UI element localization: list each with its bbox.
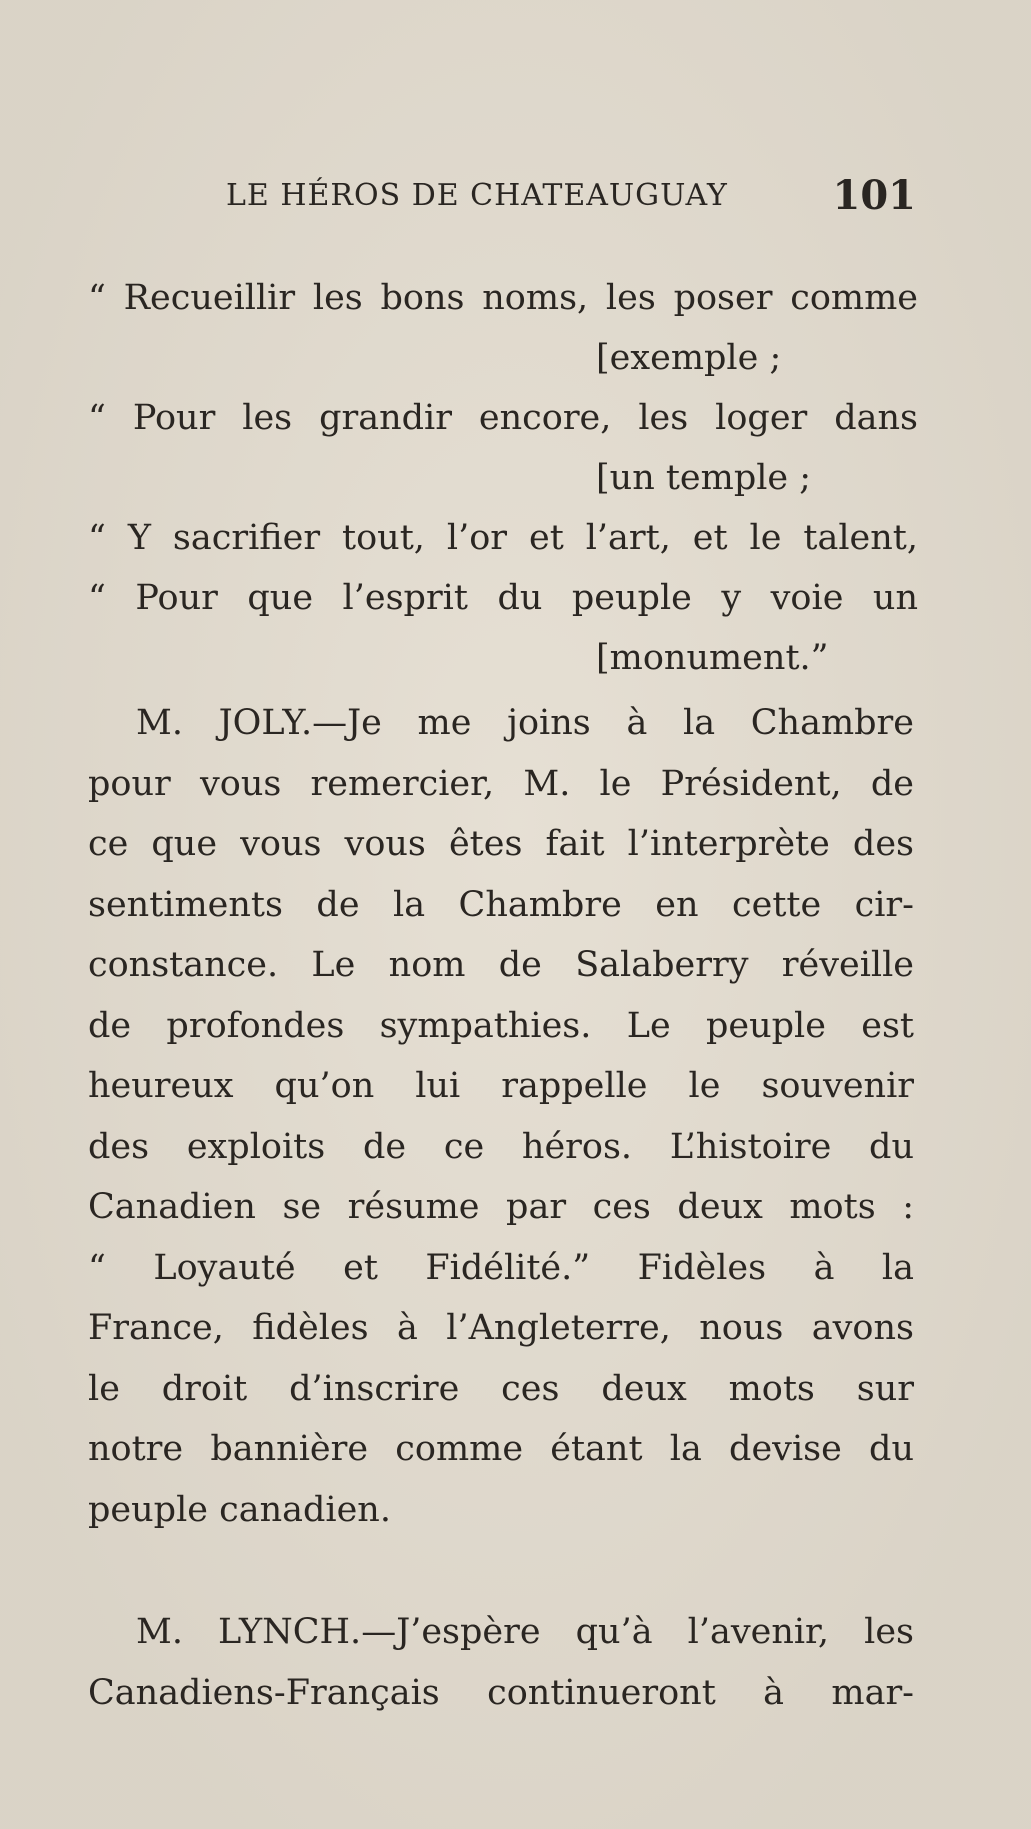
verse-line-continuation: [un temple ; xyxy=(596,458,812,498)
paragraph-line: peuple canadien. xyxy=(88,1489,391,1530)
page-number: 101 xyxy=(832,172,916,219)
paragraph-line: heureux qu’on lui rappelle le souvenir xyxy=(88,1066,914,1106)
verse-line-continuation: [monument.” xyxy=(596,638,829,678)
verse-line: “ Pour les grandir encore, les loger dans xyxy=(88,398,918,438)
paragraph-line: “ Loyauté et Fidélité.” Fidèles à la xyxy=(88,1247,914,1288)
paragraph-line: Canadiens-Français continueront à mar- xyxy=(88,1672,914,1713)
paragraph-line: de profondes sympathies. Le peuple est xyxy=(88,1005,914,1046)
paragraph-line: sentiments de la Chambre en cette cir- xyxy=(88,884,914,925)
paragraph-line: notre bannière comme étant la devise du xyxy=(88,1429,914,1469)
paragraph-line: le droit d’inscrire ces deux mots sur xyxy=(88,1368,914,1409)
verse-line: “ Recueillir les bons noms, les poser comme xyxy=(88,278,918,318)
verse-line: “ Y sacrifier tout, l’or et l’art, et le talent, xyxy=(88,518,918,558)
paragraph-line: France, fidèles à l’Angleterre, nous avons xyxy=(88,1308,914,1348)
verse-quotation xyxy=(88,268,918,688)
verse-line-continuation: [exemple ; xyxy=(596,338,782,378)
paragraph-line: constance. Le nom de Salaberry réveille xyxy=(88,945,914,985)
paragraph-line: M. JOLY.—Je me joins à la Chambre xyxy=(136,703,914,743)
verse-line: “ Pour que l’esprit du peuple y voie un xyxy=(88,578,918,618)
paragraph-line: ce que vous vous êtes fait l’interprète des xyxy=(88,824,914,864)
paragraph-line: pour vous remercier, M. le Président, de xyxy=(88,763,914,804)
paragraph-line: M. LYNCH.—J’espère qu’à l’avenir, les xyxy=(136,1612,914,1652)
running-title: LE HÉROS DE CHATEAUGUAY xyxy=(226,178,728,213)
paragraph-line: Canadien se résume par ces deux mots : xyxy=(88,1187,914,1227)
running-head xyxy=(226,172,916,222)
paragraph-line: des exploits de ce héros. L’histoire du xyxy=(88,1126,914,1167)
paragraph-joly xyxy=(88,693,914,1540)
paragraph-lynch xyxy=(88,1602,914,1723)
